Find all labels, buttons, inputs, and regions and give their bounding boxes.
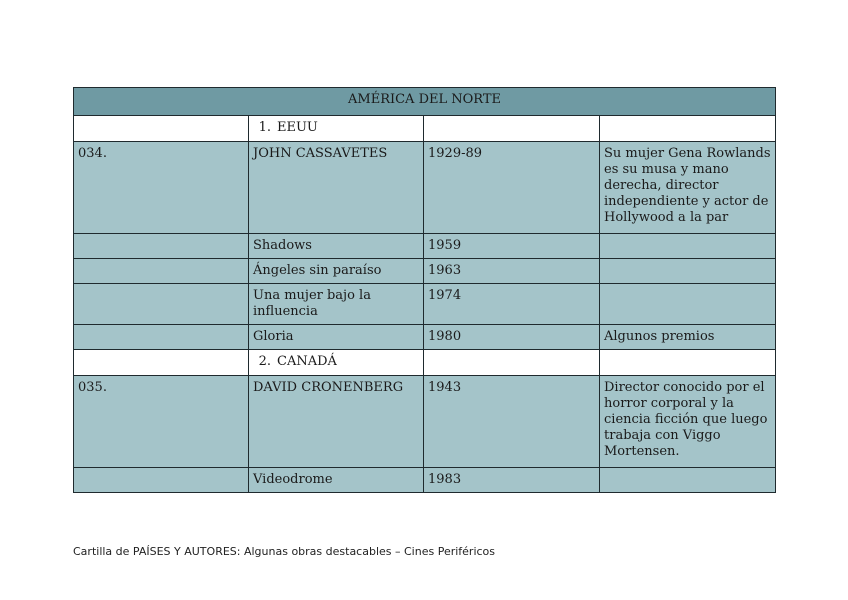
film-note	[600, 468, 776, 493]
empty-cell	[600, 116, 776, 142]
country-name-cell	[249, 350, 424, 376]
film-note	[600, 259, 776, 284]
empty-cell	[74, 350, 249, 376]
empty-cell	[600, 350, 776, 376]
film-year: 1980	[424, 325, 600, 350]
country-name: EEUU	[277, 120, 318, 135]
film-year: 1959	[424, 234, 600, 259]
director-name: DAVID CRONENBERG	[249, 376, 424, 468]
director-note: Director conocido por el horror corporal y la ciencia ficción que luego trabaja con Viggo Mortensen.	[600, 376, 776, 468]
empty-cell	[74, 325, 249, 350]
film-row	[74, 325, 776, 350]
film-title: Shadows	[249, 234, 424, 259]
empty-cell	[74, 468, 249, 493]
page-footer: Cartilla de PAÍSES Y AUTORES: Algunas obras destacables – Cines Periféricos	[73, 545, 496, 558]
film-note: Algunos premios	[600, 325, 776, 350]
empty-cell	[74, 284, 249, 325]
empty-cell	[74, 116, 249, 142]
film-title: Ángeles sin paraíso	[249, 259, 424, 284]
film-row	[74, 259, 776, 284]
country-row	[74, 116, 776, 142]
film-year: 1983	[424, 468, 600, 493]
director-name: JOHN CASSAVETES	[249, 142, 424, 234]
empty-cell	[424, 116, 600, 142]
director-years: 1929-89	[424, 142, 600, 234]
empty-cell	[424, 350, 600, 376]
director-code: 035.	[74, 376, 249, 468]
film-year: 1963	[424, 259, 600, 284]
film-title: Una mujer bajo la influencia	[249, 284, 424, 325]
film-row	[74, 234, 776, 259]
film-title: Gloria	[249, 325, 424, 350]
region-header: AMÉRICA DEL NORTE	[74, 88, 776, 116]
authors-table	[73, 87, 776, 493]
empty-cell	[74, 234, 249, 259]
director-note: Su mujer Gena Rowlands es su musa y mano derecha, director independiente y actor de Hollywood a la par	[600, 142, 776, 234]
film-title: Videodrome	[249, 468, 424, 493]
film-row	[74, 468, 776, 493]
country-number: 1.	[258, 120, 271, 135]
empty-cell	[74, 259, 249, 284]
film-note	[600, 234, 776, 259]
director-code: 034.	[74, 142, 249, 234]
director-row	[74, 142, 776, 234]
director-years: 1943	[424, 376, 600, 468]
country-name-cell	[249, 116, 424, 142]
film-note	[600, 284, 776, 325]
country-row	[74, 350, 776, 376]
country-number: 2.	[258, 354, 271, 369]
film-row	[74, 284, 776, 325]
film-year: 1974	[424, 284, 600, 325]
country-name: CANADÁ	[277, 354, 337, 369]
director-row	[74, 376, 776, 468]
